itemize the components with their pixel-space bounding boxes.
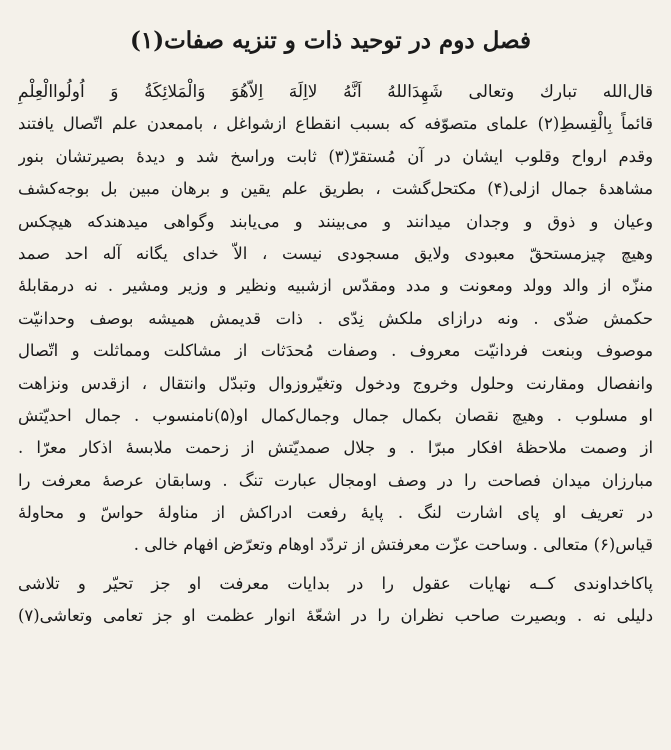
text-line: در تعریف او پای اشارت لنگ . پایهٔ رفعت ادراکش از مناولهٔ حواسّ و محاولهٔ (18, 503, 653, 523)
text-line: وهیچ چیزمستحقّ معبودی ولایق مسجودی نیست ، الاّ خدای یگانه آله احد صمد (18, 243, 653, 263)
paragraph-2 (18, 568, 653, 633)
text-line: قیاس(۶) متعالی . وساحت عزّت معرفتش از تردّد اوهام وتعرّض افهام خالی . (133, 535, 653, 555)
paragraph-1 (18, 76, 653, 562)
text-line: وقدم ارواح وقلوب ایشان در آن مُستقرّ(۳) ثابت وراسخ شد و دیدهٔ بصیرتشان بنور (18, 146, 653, 166)
chapter-heading: فصل دوم در توحید ذات و تنزیه صفات(۱) (130, 27, 531, 54)
text-line: پاکاخداوندی کــه نهایات عقول را در بدایات معرفت او جز تحیّر و تلاشی (18, 573, 653, 593)
text-line: مبارزان میدان فصاحت را در وصف اومجال عبارت تنگ . وسابقان عرصهٔ معرفت را (18, 470, 653, 490)
text-line: وعیان و ذوق و وجدان میدانند و می‌بینند و می‌یابند وگواهی میدهندکه هیچکس (18, 211, 653, 231)
text-line: وانفصال ومقارنت وحلول وخروج ودخول وتغیّروزوال وتبدّل وانتقال ، ازقدس ونزاهت (18, 373, 653, 393)
text-line: حکمش ضدّی . ونه درازای ملکش نِدّی . ذات قدیمش همیشه بوصف وحدانیّت (18, 308, 653, 328)
text-line: او مسلوب . وهیچ نقصان بکمال جمال وجمال‌کمال او(۵)نامنسوب . جمال احدیّتش (18, 405, 653, 425)
text-line: قال‌الله تبارك وتعالی شَهِدَاللهُ اَنَّهُ لااِلَهَ اِلاّهُوَ وَالْمَلائِکَةُ وَ اُولُواالْعِلْمِ (18, 82, 653, 102)
text-line: مشاهدهٔ جمال ازلی(۴) مکتحل‌گشت ، بطریق علم یقین و برهان مبین بل بوجه‌کشف (18, 179, 653, 199)
body-text (18, 76, 653, 633)
text-line: از وصمت ملاحظهٔ افکار مبرّا . و جلال صمدیّتش از زحمت ملابسهٔ اذکار معرّا . (18, 438, 653, 458)
text-line: منزّه از والد وولد ومعونت و مدد ومقدّس ازشبیه ونظیر و وزیر ومشیر . نه درمقابلهٔ (18, 276, 653, 296)
text-line: دلیلی نه . وبصیرت صاحب نظران را در اشعّهٔ انوار عظمت او جز تعامی وتعاشی(۷) (18, 606, 653, 626)
text-line: قائماً بِالْقِسطِ(۲) علمای متصوّفه که بسبب انقطاع ازشواغل ، باممعدن علم اتّصال یافتند (18, 114, 653, 134)
text-line: موصوف وبنعت فردانیّت معروف . وصفات مُحدَثات از مشاکلت ومماثلت و اتّصال (18, 341, 653, 361)
